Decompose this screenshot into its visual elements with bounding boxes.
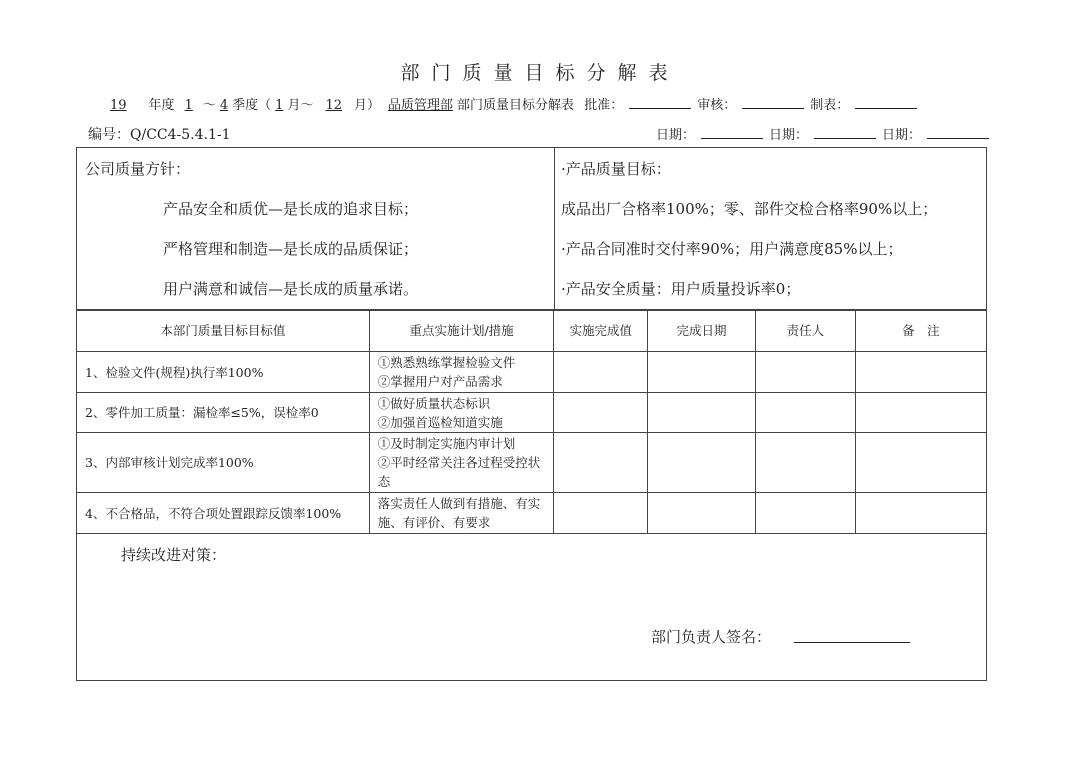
policy-section [77, 148, 986, 311]
completion-value-cell[interactable] [554, 393, 648, 433]
month-to: 12 [325, 98, 342, 113]
plan-cell: 落实责任人做到有措施、有实施、有评价、有要求 [369, 493, 554, 534]
target-cell: 2、零件加工质量：漏检率≤5%，误检率0 [77, 393, 369, 433]
quarter-from: 1 [184, 98, 193, 113]
prepare-label: 制表： [810, 98, 850, 113]
objective-line: ·产品安全质量：用户质量投诉率0； [561, 280, 801, 298]
column-header: 实施完成值 [554, 310, 648, 352]
column-header: 完成日期 [648, 310, 756, 352]
remarks-cell[interactable] [855, 433, 986, 493]
plan-line: ②平时经常关注各过程受控状态 [377, 455, 541, 489]
targets-table [77, 309, 986, 534]
policy-heading: 公司质量方针： [85, 160, 191, 178]
completion-value-cell[interactable] [554, 493, 648, 534]
divider [554, 148, 555, 310]
doc-name: 部门质量目标分解表 [457, 98, 575, 113]
owner-cell[interactable] [755, 352, 855, 393]
plan-line: ①做好质量状态标识 [377, 395, 491, 411]
completion-date-cell[interactable] [648, 393, 756, 433]
policy-line: 产品安全和质优—是长成的追求目标； [163, 200, 419, 218]
table-row [77, 393, 986, 433]
quarter-to: 4 [219, 98, 229, 113]
tilde: ～ [202, 98, 216, 113]
header-line [88, 94, 923, 113]
plan-cell [369, 433, 554, 493]
quarter-label: 季度（ [232, 98, 272, 113]
date-label: 日期： [882, 128, 922, 143]
plan-cell [369, 352, 554, 393]
column-header: 备 注 [855, 310, 986, 352]
table-row [77, 352, 986, 393]
completion-date-cell[interactable] [648, 433, 756, 493]
completion-date-cell[interactable] [648, 352, 756, 393]
date-blank[interactable] [701, 126, 763, 139]
date-label: 日期： [769, 128, 809, 143]
approve-blank[interactable] [629, 96, 691, 109]
review-label: 审核： [697, 98, 737, 113]
prepare-blank[interactable] [855, 96, 917, 109]
year-label: 年度 [148, 98, 175, 113]
plan-cell [369, 393, 554, 433]
completion-date-cell[interactable] [648, 493, 756, 534]
doc-number: 编号：Q/CC4-5.4.1-1 [88, 127, 231, 143]
form-table [76, 147, 987, 681]
date-blank[interactable] [927, 126, 989, 139]
improvement-label: 持续改进对策： [121, 546, 227, 564]
plan-line: ②加强首巡检知道实施 [377, 414, 503, 430]
date-line [656, 124, 995, 143]
completion-value-cell[interactable] [554, 352, 648, 393]
month-from: 1 [275, 98, 284, 113]
department: 品质管理部 [388, 98, 454, 113]
signature-label: 部门负责人签名： [651, 628, 772, 646]
year-value: 19 [110, 98, 127, 113]
remarks-cell[interactable] [855, 352, 986, 393]
policy-line: 严格管理和制造—是长成的品质保证； [163, 240, 419, 258]
plan-line: ①熟悉熟练掌握检验文件 [377, 355, 516, 370]
remarks-cell[interactable] [855, 393, 986, 433]
date-label: 日期： [656, 128, 696, 143]
objective-line: ·产品合同准时交付率90%；用户满意度85%以上； [561, 240, 903, 258]
column-header: 重点实施计划/措施 [369, 310, 554, 352]
month-label-end: 月） [354, 98, 381, 113]
date-blank[interactable] [814, 126, 876, 139]
signature-blank[interactable] [794, 642, 910, 643]
objectives-heading: ·产品质量目标： [561, 160, 671, 178]
remarks-cell[interactable] [855, 493, 986, 534]
table-row [77, 493, 986, 534]
improvement-section [77, 534, 986, 681]
owner-cell[interactable] [755, 393, 855, 433]
table-header [77, 310, 986, 352]
owner-cell[interactable] [755, 493, 855, 534]
completion-value-cell[interactable] [554, 433, 648, 493]
review-blank[interactable] [742, 96, 804, 109]
page-title: 部门质量目标分解表 [400, 62, 680, 84]
column-header: 责任人 [755, 310, 855, 352]
target-cell: 3、内部审核计划完成率100% [77, 433, 369, 493]
plan-line: ②掌握用户对产品需求 [377, 374, 503, 389]
policy-line: 用户满意和诚信—是长成的质量承诺。 [163, 280, 419, 298]
month-label: 月～ [287, 98, 314, 113]
target-cell: 4、不合格品，不符合项处置跟踪反馈率100% [77, 493, 369, 534]
objective-line: 成品出厂合格率100%；零、部件交检合格率90%以上； [561, 200, 938, 218]
table-row [77, 433, 986, 493]
owner-cell[interactable] [755, 433, 855, 493]
target-cell: 1、检验文件(规程)执行率100% [77, 352, 369, 393]
approve-label: 批准： [584, 98, 624, 113]
column-header: 本部门质量目标目标值 [77, 310, 369, 352]
plan-line: ①及时制定实施内审计划 [377, 436, 516, 451]
